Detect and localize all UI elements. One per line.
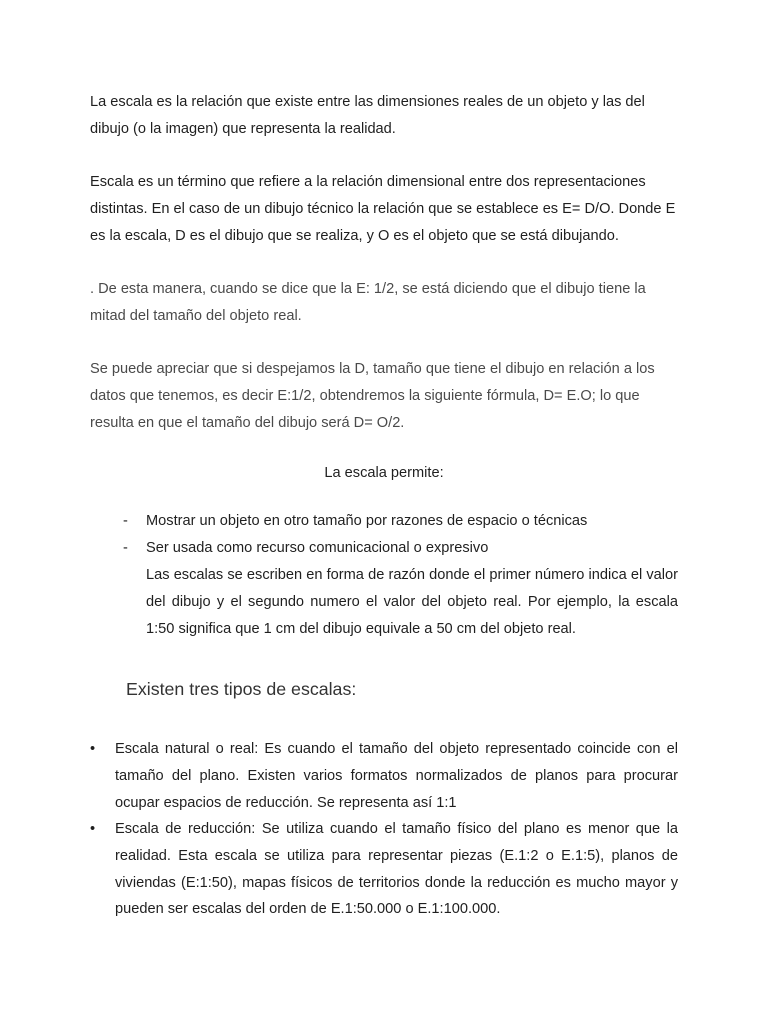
intro-paragraph-2: Escala es un término que refiere a la relación dimensional entre dos representaciones distintas. En el caso de un dibujo técnico la relación que se establece es E= D/O. Donde E es la escala, D es el dibujo que se realiza, y O es el objeto que se está dibujando. (90, 174, 676, 244)
list-item-text: Ser usada como recurso comunicacional o expresivo (146, 540, 489, 556)
intro-paragraph-4: Se puede apreciar que si despejamos la D, tamaño que tiene el dibujo en relación a los datos que tenemos, es decir E:1/2, obtendremos la siguiente fórmula, D= E.O; lo que resulta en que el tamaño del dibujo será D= O/2. (90, 361, 655, 431)
dash-marker: - (123, 540, 128, 556)
intro-paragraph-1: La escala es la relación que existe entre las dimensiones reales de un objeto y las del dibujo (o la imagen) que representa la realidad. (90, 94, 645, 137)
list-item-text: Mostrar un objeto en otro tamaño por razones de espacio o técnicas (146, 513, 588, 529)
bullet-marker: • (90, 821, 96, 837)
dash-marker: - (123, 513, 128, 529)
list-item-text: Escala de reducción: Se utiliza cuando el tamaño físico del plano es menor que la realidad. Esta escala se utiliza para representar piezas (E.1:2 o E.1:5), planos de viviendas (E:1:50), mapas físicos de territorios donde la reducción es mucho mayor y pueden ser escalas del orden de E.1:50.000 o E.1:100.000. (115, 821, 678, 918)
permite-title: La escala permite: (324, 465, 444, 481)
tipos-heading: Existen tres tipos de escalas: (126, 679, 357, 699)
bullet-marker: • (90, 741, 96, 757)
escalas-paragraph: Las escalas se escriben en forma de razón donde el primer número indica el valor del dibujo y el segundo numero el valor del objeto real. Por ejemplo, la escala 1:50 significa que 1 cm del dibujo equivale a 50 cm del objeto real. (146, 567, 678, 637)
intro-paragraph-3: . De esta manera, cuando se dice que la E: 1/2, se está diciendo que el dibujo tiene la mitad del tamaño del objeto real. (90, 281, 646, 324)
list-item-text: Escala natural o real: Es cuando el tamaño del objeto representado coincide con el tamaño del plano. Existen varios formatos normalizados de planos para procurar ocupar espacios de reducción. Se representa así 1:1 (115, 741, 678, 811)
